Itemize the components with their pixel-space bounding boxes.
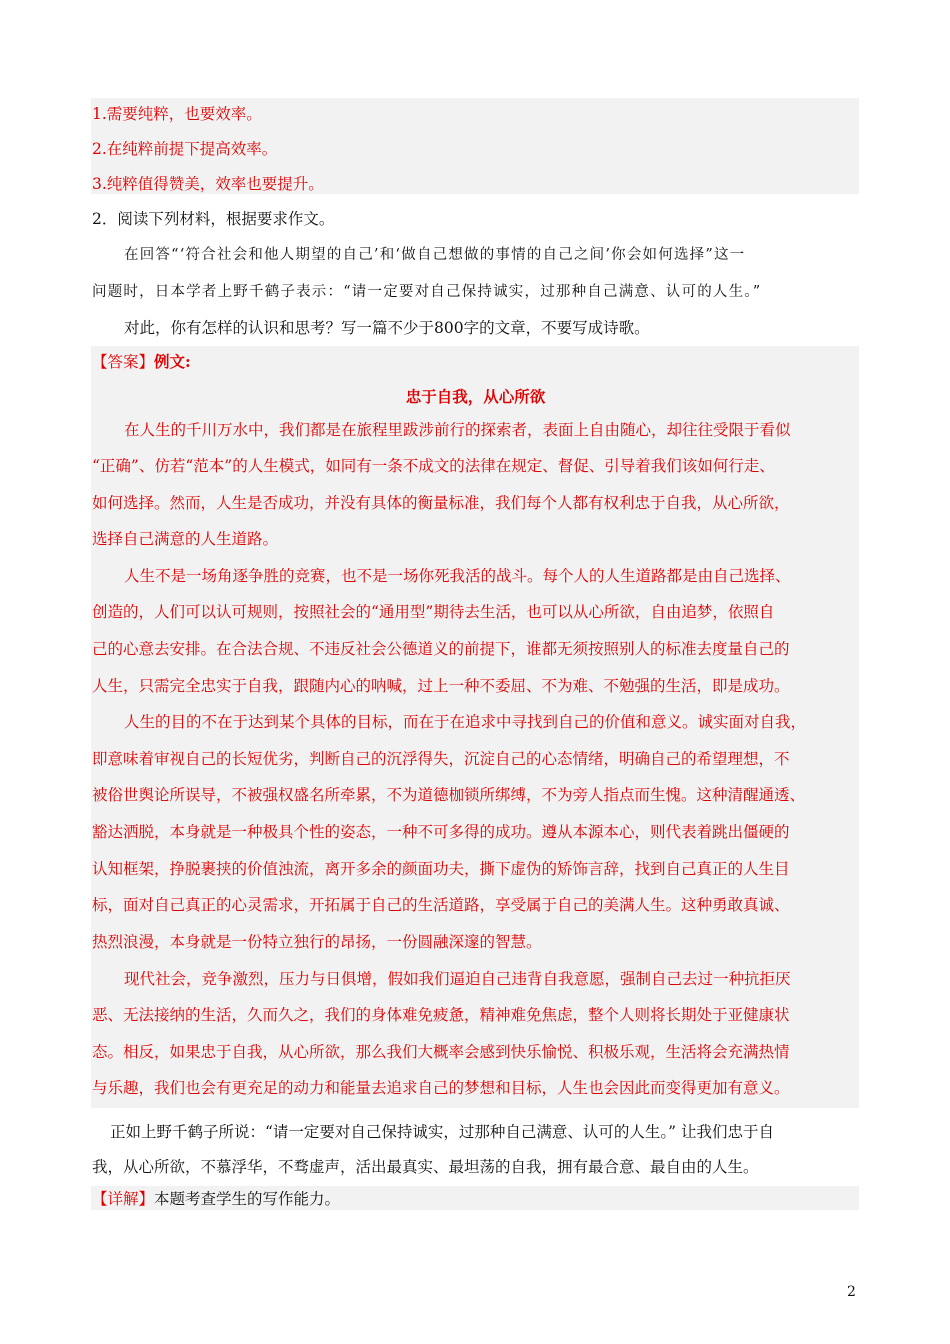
closing-line-2: 我，从心所欲，不慕浮华，不骛虚声，活出最真实、最坦荡的自我，拥有最合意、最自由的人生。 [92,1158,759,1176]
answer-label-line [92,350,191,374]
essay-line: 现代社会，竞争激烈，压力与日俱增，假如我们逼迫自己违背自我意愿，强制自己去过一种抗拒厌 [124,970,791,988]
essay-line: 如何选择。然而，人生是否成功，并没有具体的衡量标准，我们每个人都有权利忠于自我，从心所欲， [92,494,790,512]
essay-title: 忠于自我，从心所欲 [405,387,546,406]
essay-line: 人生的目的不在于达到某个具体的目标，而在于在追求中寻找到自己的价值和意义。诚实面对自我， [124,713,807,731]
requirement-line: 对此，你有怎样的认识和思考？写一篇不少于800字的文章，不要写成诗歌。 [124,319,650,337]
essay-line: 人生，只需完全忠实于自我，跟随内心的呐喊，过上一种不委屈、不为难、不勉强的生活，即是成功。 [92,677,790,695]
material-line-2: 问题时，日本学者上野千鹤子表示：“请一定要对自己保持诚实，过那种自己满意、认可的人生。” [92,284,762,300]
essay-line: 选择自己满意的人生道路。 [92,530,279,548]
answer-label: 【答案】 [92,353,155,371]
question-number-line: 2．阅读下列材料，根据要求作文。 [92,210,335,228]
essay-line: 恶、无法接纳的生活，久而久之，我们的身体难免疲惫，精神难免焦虑，整个人则将长期处于亚健康状 [92,1006,790,1024]
essay-line: 被俗世舆论所误导，不被强权盛名所牵累，不为道德枷锁所绑缚，不为旁人指点而生愧。这种清醒通透、 [92,786,806,804]
page-number: 2 [847,1284,856,1300]
essay-line: 人生不是一场角逐争胜的竞赛，也不是一场你死我活的战斗。每个人的人生道路都是由自己选择、 [124,567,791,585]
essay-line: 在人生的千川万水中，我们都是在旅程里跋涉前行的探索者，表面上自由随心，却往往受限于看似 [124,421,791,439]
detail-line [92,1187,340,1211]
material-line-1: 在回答“‘符合社会和他人期望的自己’和‘做自己想做的事情的自己之间’你会如何选择”这一 [124,247,746,263]
essay-line: 即意味着审视自己的长短优劣，判断自己的沉浮得失，沉淀自己的心态情绪，明确自己的希望理想，不 [92,750,790,768]
closing-line-1: 正如上野千鹤子所说：“请一定要对自己保持诚实，过那种自己满意、认可的人生。” 让我们忠于自 [110,1123,775,1141]
essay-line: 己的心意去安排。在合法合规、不违反社会公德道义的前提下，谁都无须按照别人的标准去度量自己的 [92,640,790,658]
answer-label-suffix: 例文: [154,352,191,371]
essay-line: 态。相反，如果忠于自我，从心所欲，那么我们大概率会感到快乐愉悦、积极乐观，生活将会充满热情 [92,1043,790,1061]
detail-text: 本题考查学生的写作能力。 [154,1190,341,1208]
essay-line: 标，面对自己真正的心灵需求，开拓属于自己的生活道路，享受属于自己的美满人生。这种勇敢真诚、 [92,896,790,914]
essay-line: 与乐趣，我们也会有更充足的动力和能量去追求自己的梦想和目标，人生也会因此而变得更加有意义。 [92,1079,790,1097]
prev-answer-3: 3.纯粹值得赞美，效率也要提升。 [92,175,324,193]
detail-label: 【详解】 [92,1190,155,1208]
prev-answer-2: 2.在纯粹前提下提高效率。 [92,140,278,158]
essay-line: 认知框架，挣脱裹挟的价值浊流，离开多余的颜面功夫，撕下虚伪的矫饰言辞，找到自己真正的人生目 [92,860,790,878]
essay-line: 豁达洒脱，本身就是一种极具个性的姿态，一种不可多得的成功。遵从本源本心，则代表着跳出僵硬的 [92,823,790,841]
essay-line: “正确”、仿若“范本”的人生模式，如同有一条不成文的法律在规定、督促、引导着我们该如何行走、 [92,457,775,475]
essay-line: 热烈浪漫，本身就是一份特立独行的昂扬，一份圆融深邃的智慧。 [92,933,542,951]
essay-line: 创造的，人们可以认可规则，按照社会的“通用型”期待去生活，也可以从心所欲，自由追梦，依照自 [92,603,775,621]
prev-answer-1: 1.需要纯粹，也要效率。 [92,105,262,123]
